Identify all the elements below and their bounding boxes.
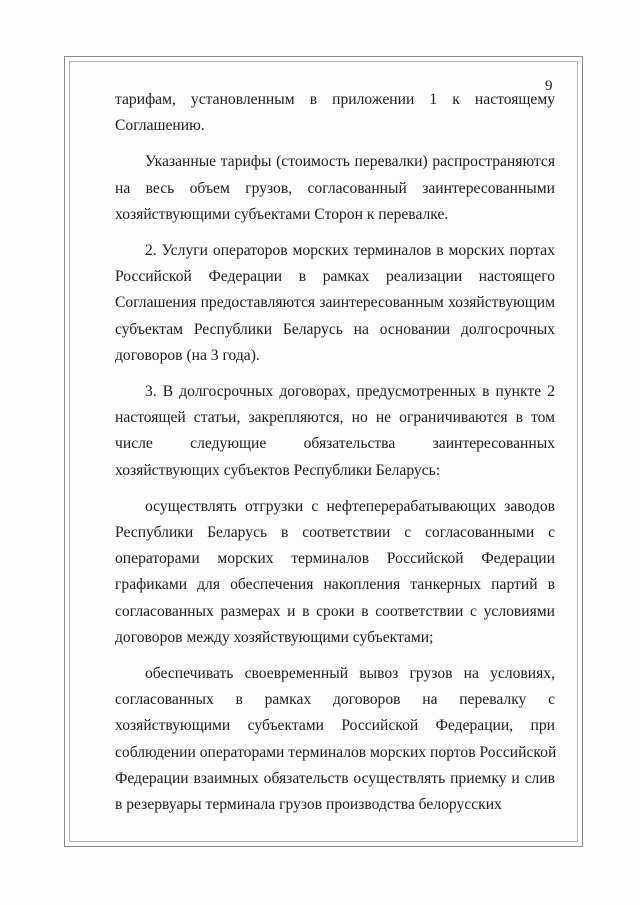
page-number: 9 [545, 78, 553, 94]
text-line: хозяйствующими субъектами Российской Федерации, при [115, 717, 555, 735]
paragraph [115, 87, 555, 139]
paragraph-gap [115, 228, 555, 238]
text-line: Федерации взаимных обязательств осуществлять приемку и слив [115, 769, 555, 787]
paragraph [115, 661, 555, 818]
text-line: согласованных размерах и в сроки в соответствии с условиями [115, 602, 555, 620]
text-line: хозяйствующих субъектов Республики Беларусь: [115, 461, 441, 479]
paragraph-gap [115, 139, 555, 149]
text-line: в резервуары терминала грузов производства белорусских [115, 796, 502, 814]
paragraph-gap [115, 651, 555, 661]
paragraph-gap [115, 369, 555, 379]
text-line: субъектам Республики Беларусь на основании долгосрочных [115, 320, 555, 338]
text-line: на весь объем грузов, согласованный заинтересованными [115, 179, 555, 197]
paragraph [115, 238, 555, 369]
text-line: тарифам, установленным в приложении 1 к настоящему [115, 91, 555, 108]
text-line: операторами морских терминалов Российской Федерации [115, 550, 555, 568]
paragraph [115, 494, 555, 651]
text-line: Российской Федерации в рамках реализации настоящего [115, 268, 555, 286]
text-line: Соглашения предоставляются заинтересованным хозяйствующим [115, 294, 555, 312]
text-line: числе следующие обязательства заинтересованных [115, 435, 555, 453]
text-line: Указанные тарифы (стоимость перевалки) распространяются [145, 153, 555, 171]
text-line: настоящей статьи, закрепляются, но не ограничиваются в том [115, 409, 555, 427]
text-line: хозяйствующими субъектами Сторон к перевалке. [115, 205, 449, 223]
paragraph-gap [115, 484, 555, 494]
text-line: Соглашению. [115, 117, 205, 135]
text-line: 3. В долгосрочных договорах, предусмотренных в пункте 2 [145, 383, 555, 401]
text-line: обеспечивать своевременный вывоз грузов на условиях, [145, 665, 555, 683]
text-line: 2. Услуги операторов морских терминалов в морских портах [145, 242, 555, 260]
paragraph [115, 149, 555, 228]
text-line: договоров между хозяйствующими субъектами; [115, 628, 434, 646]
text-line: согласованных в рамках договоров на перевалку с [115, 691, 555, 709]
paragraph [115, 379, 555, 484]
text-line: графиками для обеспечения накопления танкерных партий в [115, 576, 555, 594]
text-line: соблюдении операторами терминалов морских портов Российской [115, 743, 557, 761]
document-body [115, 87, 555, 818]
text-line: осуществлять отгрузки с нефтеперерабатывающих заводов [145, 497, 555, 515]
text-line: Республики Беларусь в соответствии с согласованными с [115, 524, 555, 542]
text-line: договоров (на 3 года). [115, 346, 260, 364]
